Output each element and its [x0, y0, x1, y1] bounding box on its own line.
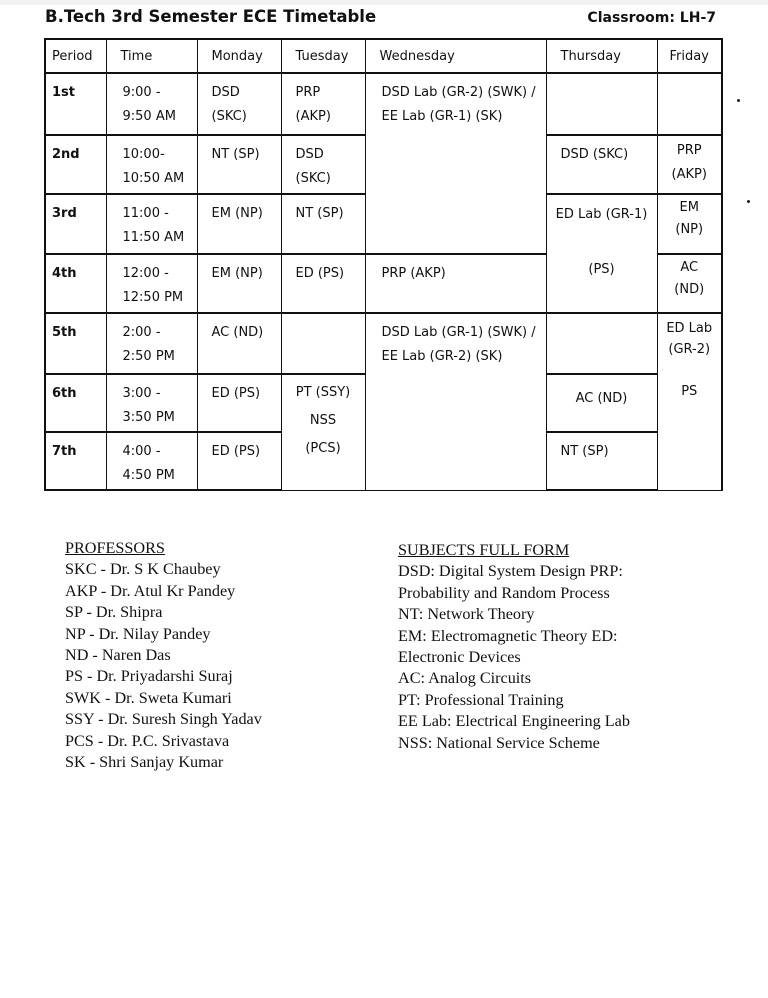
tuesday-cell: ED (PS): [281, 254, 365, 313]
time-cell: 4:00 - 4:50 PM: [106, 432, 197, 490]
list-item: NP - Dr. Nilay Pandey: [65, 624, 211, 643]
list-item: DSD: Digital System Design PRP:: [398, 562, 623, 581]
tuesday-cell: NT (SP): [281, 194, 365, 254]
monday-cell: DSD (SKC): [197, 73, 281, 135]
thursday-cell: NT (SP): [546, 432, 657, 490]
page-title: B.Tech 3rd Semester ECE Timetable: [45, 7, 377, 26]
timetable: [44, 38, 723, 491]
list-item: Electronic Devices: [398, 648, 521, 667]
monday-cell: EM (NP): [197, 254, 281, 313]
period-cell: 4th: [45, 254, 106, 313]
wednesday-cell: PRP (AKP): [365, 254, 546, 313]
monday-cell: ED (PS): [197, 432, 281, 490]
wednesday-lab-cell: DSD Lab (GR-1) (SWK) / EE Lab (GR-2) (SK): [365, 313, 546, 490]
list-item: PCS - Dr. P.C. Srivastava: [65, 731, 230, 750]
thursday-cell: [546, 313, 657, 374]
time-cell: 3:00 - 3:50 PM: [106, 374, 197, 432]
header-cell: Time: [106, 39, 197, 73]
list-item: PT: Professional Training: [398, 690, 564, 709]
list-item: SWK - Dr. Sweta Kumari: [65, 688, 232, 707]
wednesday-lab-cell: DSD Lab (GR-2) (SWK) / EE Lab (GR-1) (SK): [365, 73, 546, 254]
professors-legend: [65, 538, 262, 773]
time-cell: 9:00 - 9:50 AM: [106, 73, 197, 135]
subjects-legend: [398, 540, 630, 754]
time-cell: 11:00 - 11:50 AM: [106, 194, 197, 254]
period-cell: 7th: [45, 432, 106, 490]
thursday-cell: [546, 73, 657, 135]
time-cell: 12:00 - 12:50 PM: [106, 254, 197, 313]
list-item: SKC - Dr. S K Chaubey: [65, 560, 221, 579]
header-cell: Wednesday: [365, 39, 546, 73]
period-cell: 6th: [45, 374, 106, 432]
friday-cell: PRP (AKP): [657, 135, 722, 194]
header-row: [45, 39, 722, 73]
friday-cell: EM (NP): [657, 194, 722, 254]
thursday-lab-cell: ED Lab (GR-1) (PS): [546, 194, 657, 313]
table-row: [45, 73, 722, 135]
list-item: Probability and Random Process: [398, 583, 610, 602]
list-item: EE Lab: Electrical Engineering Lab: [398, 712, 630, 731]
period-cell: 1st: [45, 73, 106, 135]
period-cell: 2nd: [45, 135, 106, 194]
stray-dot: [747, 200, 750, 203]
top-band: [0, 0, 768, 5]
list-item: PS - Dr. Priyadarshi Suraj: [65, 667, 233, 686]
header-cell: Monday: [197, 39, 281, 73]
tuesday-cell: DSD (SKC): [281, 135, 365, 194]
time-cell: 2:00 - 2:50 PM: [106, 313, 197, 374]
subjects-heading: SUBJECTS FULL FORM: [398, 541, 570, 559]
list-item: NSS: National Service Scheme: [398, 733, 600, 752]
friday-lab-cell: ED Lab (GR-2) PS: [657, 313, 722, 490]
tuesday-training-cell: PT (SSY) NSS (PCS): [281, 374, 365, 490]
friday-cell: [657, 73, 722, 135]
monday-cell: NT (SP): [197, 135, 281, 194]
header-cell: Thursday: [546, 39, 657, 73]
monday-cell: ED (PS): [197, 374, 281, 432]
header-cell: Tuesday: [281, 39, 365, 73]
list-item: SK - Shri Sanjay Kumar: [65, 753, 224, 772]
monday-cell: EM (NP): [197, 194, 281, 254]
tuesday-cell: [281, 313, 365, 374]
list-item: AC: Analog Circuits: [398, 669, 532, 688]
thursday-cell: DSD (SKC): [546, 135, 657, 194]
time-cell: 10:00- 10:50 AM: [106, 135, 197, 194]
table-row: [45, 313, 722, 374]
tuesday-cell: PRP (AKP): [281, 73, 365, 135]
header-cell: Friday: [657, 39, 722, 73]
stray-dot: [737, 99, 740, 102]
header-cell: Period: [45, 39, 106, 73]
classroom-label: Classroom: LH-7: [587, 10, 716, 26]
monday-cell: AC (ND): [197, 313, 281, 374]
list-item: SSY - Dr. Suresh Singh Yadav: [65, 710, 262, 729]
period-cell: 3rd: [45, 194, 106, 254]
list-item: SP - Dr. Shipra: [65, 603, 163, 622]
list-item: AKP - Dr. Atul Kr Pandey: [65, 581, 236, 600]
professors-heading: PROFESSORS: [65, 539, 165, 557]
thursday-cell: AC (ND): [546, 374, 657, 432]
friday-cell: AC (ND): [657, 254, 722, 313]
period-cell: 5th: [45, 313, 106, 374]
list-item: EM: Electromagnetic Theory ED:: [398, 626, 618, 645]
list-item: NT: Network Theory: [398, 605, 535, 624]
list-item: ND - Naren Das: [65, 646, 171, 665]
